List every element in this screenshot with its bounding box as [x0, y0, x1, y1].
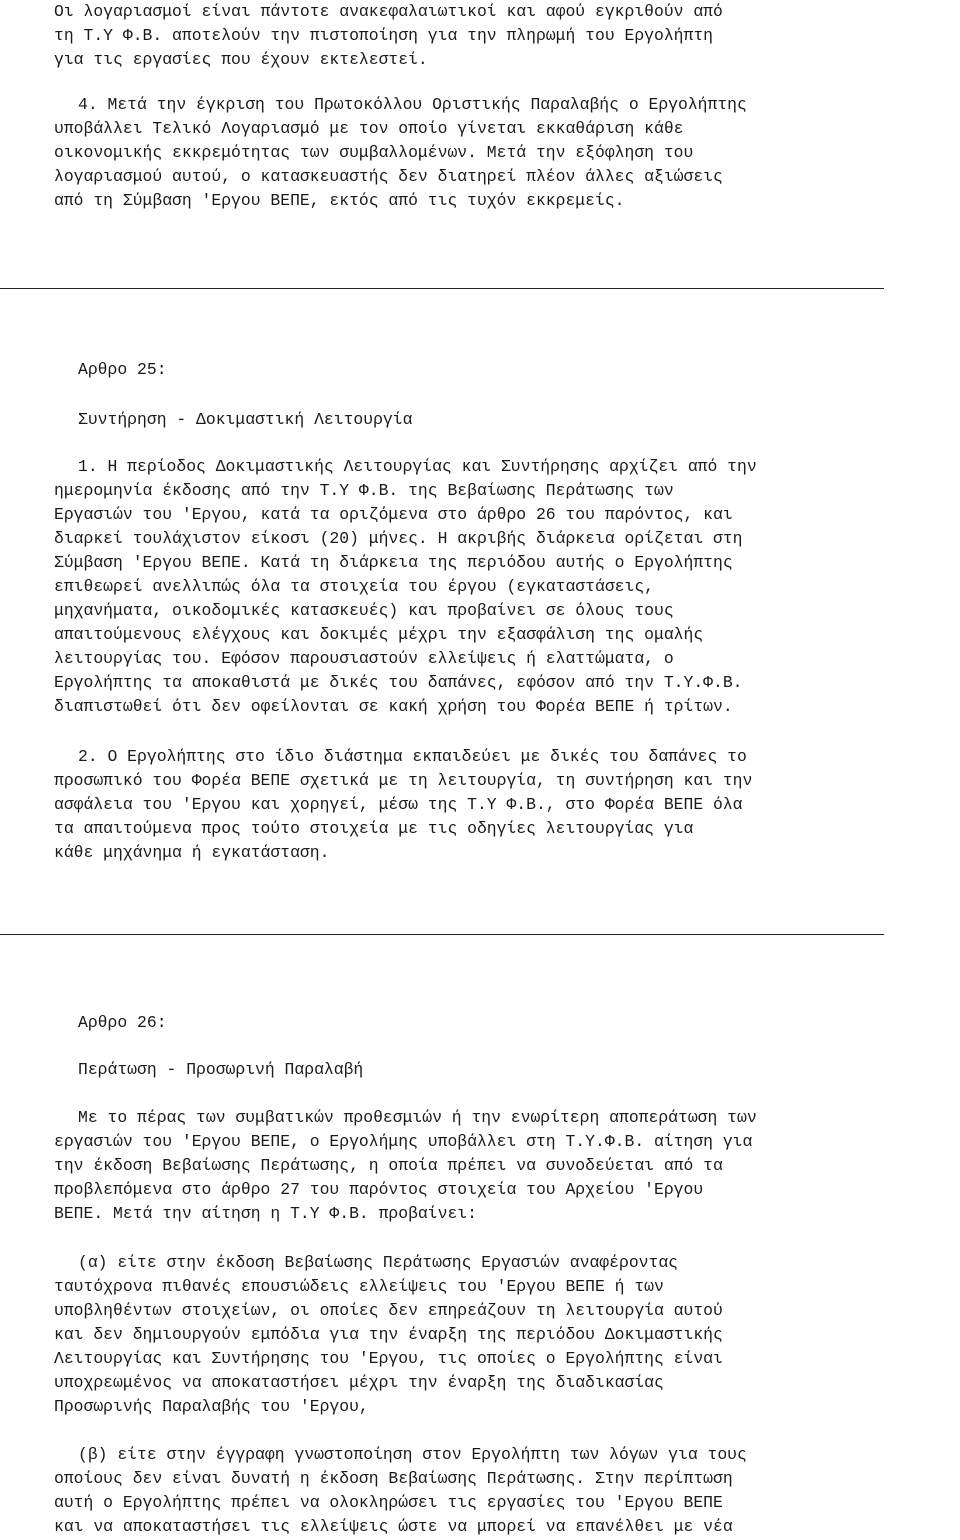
- article-25-heading: [78, 358, 960, 382]
- text-line: αυτή ο Εργολήπτης πρέπει να ολοκληρώσει τις εργασίες του 'Εργου ΒΕΠΕ: [54, 1493, 723, 1512]
- text-line: (α) είτε στην έκδοση Βεβαίωσης Περάτωσης Εργασιών αναφέροντας: [78, 1253, 678, 1272]
- text-line: διαρκεί τουλάχιστον είκοσι (20) μήνες. Η ακριβής διάρκεια ορίζεται στη: [54, 529, 743, 548]
- text-line: Οι λογαριασμοί είναι πάντοτε ανακεφαλαιωτικοί και αφού εγκριθούν από: [54, 2, 723, 21]
- text-line: κάθε μηχάνημα ή εγκατάσταση.: [54, 843, 330, 862]
- text-line: ημερομηνία έκδοσης από την Τ.Υ Φ.Β. της Βεβαίωσης Περάτωσης των: [54, 481, 674, 500]
- text-line: επιθεωρεί ανελλιπώς όλα τα στοιχεία του έργου (εγκαταστάσεις,: [54, 577, 654, 596]
- article-25-paragraph-1: [54, 455, 944, 719]
- text-line: 4. Μετά την έγκριση του Πρωτοκόλλου Οριστικής Παραλαβής ο Εργολήπτης: [78, 95, 747, 114]
- article-26-option-a: [54, 1251, 944, 1419]
- text-line: λογαριασμού αυτού, ο κατασκευαστής δεν διατηρεί πλέον άλλες αξιώσεις: [54, 167, 723, 186]
- section-divider: [0, 288, 884, 289]
- article-26-intro: [54, 1106, 944, 1226]
- section-divider: [0, 934, 884, 935]
- text-line: τα απαιτούμενα προς τούτο στοιχεία με τις οδηγίες λειτουργίας για: [54, 819, 694, 838]
- text-line: οικονομικής εκκρεμότητας των συμβαλλομένων. Μετά την εξόφληση του: [54, 143, 694, 162]
- text-line: 2. Ο Εργολήπτης στο ίδιο διάστημα εκπαιδεύει με δικές του δαπάνες το: [78, 747, 747, 766]
- text-line: και να αποκαταστήσει τις ελλείψεις ώστε να μπορεί να επανέλθει με νέα: [54, 1517, 733, 1536]
- article-heading: Αρθρο 25:: [78, 360, 167, 379]
- text-line: και δεν δημιουργούν εμπόδια για την έναρξη της περιόδου Δοκιμαστικής: [54, 1325, 723, 1344]
- text-line: ταυτόχρονα πιθανές επουσιώδεις ελλείψεις του 'Εργου ΒΕΠΕ ή των: [54, 1277, 664, 1296]
- paragraph-4: [54, 93, 944, 213]
- text-line: τη Τ.Υ Φ.Β. αποτελούν την πιστοποίηση για την πληρωμή του Εργολήπτη: [54, 26, 714, 45]
- article-25-title: [78, 408, 960, 432]
- text-line: προσωπικό του Φορέα ΒΕΠΕ σχετικά με τη λειτουργία, τη συντήρηση και την: [54, 771, 753, 790]
- text-line: μηχανήματα, οικοδομικές κατασκευές) και προβαίνει σε όλους τους: [54, 601, 674, 620]
- text-line: υποχρεωμένος να αποκαταστήσει μέχρι την έναρξη της διαδικασίας: [54, 1373, 664, 1392]
- text-line: Με το πέρας των συμβατικών προθεσμιών ή την ενωρίτερη αποπεράτωση των: [78, 1108, 757, 1127]
- text-line: Εργασιών του 'Εργου, κατά τα οριζόμενα στο άρθρο 26 του παρόντος, και: [54, 505, 733, 524]
- text-line: ΒΕΠΕ. Μετά την αίτηση η Τ.Υ Φ.Β. προβαίνει:: [54, 1204, 477, 1223]
- text-line: Λειτουργίας και Συντήρησης του 'Εργου, τις οποίες ο Εργολήπτης είναι: [54, 1349, 723, 1368]
- text-line: οποίους δεν είναι δυνατή η έκδοση Βεβαίωσης Περάτωσης. Στην περίπτωση: [54, 1469, 733, 1488]
- text-line: εργασιών του 'Εργου ΒΕΠΕ, ο Εργολήμης υποβάλλει στη Τ.Υ.Φ.Β. αίτηση για: [54, 1132, 753, 1151]
- text-line: απαιτούμενους ελέγχους και δοκιμές μέχρι την εξασφάλιση της ομαλής: [54, 625, 704, 644]
- article-25-paragraph-2: [54, 745, 944, 865]
- text-line: λειτουργίας του. Εφόσον παρουσιαστούν ελλείψεις ή ελαττώματα, ο: [54, 649, 674, 668]
- article-26-heading: [78, 1011, 960, 1035]
- text-line: υποβάλλει Τελικό Λογαριασμό με τον οποίο γίνεται εκκαθάριση κάθε: [54, 119, 684, 138]
- text-line: διαπιστωθεί ότι δεν οφείλονται σε κακή χρήση του Φορέα ΒΕΠΕ ή τρίτων.: [54, 697, 733, 716]
- article-26-title: [78, 1058, 960, 1082]
- text-line: Προσωρινής Παραλαβής του 'Εργου,: [54, 1397, 369, 1416]
- intro-paragraph: [54, 0, 944, 72]
- text-line: Σύμβαση 'Εργου ΒΕΠΕ. Κατά τη διάρκεια της περιόδου αυτής ο Εργολήπτης: [54, 553, 733, 572]
- article-title: Περάτωση - Προσωρινή Παραλαβή: [78, 1060, 364, 1079]
- text-line: ασφάλεια του 'Εργου και χορηγεί, μέσω της Τ.Υ Φ.Β., στο Φορέα ΒΕΠΕ όλα: [54, 795, 743, 814]
- text-line: (β) είτε στην έγγραφη γνωστοποίηση στον Εργολήπτη των λόγων για τους: [78, 1445, 747, 1464]
- text-line: από τη Σύμβαση 'Εργου ΒΕΠΕ, εκτός από τις τυχόν εκκρεμείς.: [54, 191, 625, 210]
- text-line: υποβληθέντων στοιχείων, οι οποίες δεν επηρεάζουν τη λειτουργία αυτού: [54, 1301, 723, 1320]
- text-line: για τις εργασίες που έχουν εκτελεστεί.: [54, 50, 428, 69]
- text-line: Εργολήπτης τα αποκαθιστά με δικές του δαπάνες, εφόσον από την Τ.Υ.Φ.Β.: [54, 673, 743, 692]
- article-26-option-b: [54, 1443, 944, 1539]
- text-line: 1. Η περίοδος Δοκιμαστικής Λειτουργίας και Συντήρησης αρχίζει από την: [78, 457, 757, 476]
- text-line: την έκδοση Βεβαίωσης Περάτωσης, η οποία πρέπει να συνοδεύεται από τα: [54, 1156, 723, 1175]
- text-line: προβλεπόμενα στο άρθρο 27 του παρόντος στοιχεία του Αρχείου 'Εργου: [54, 1180, 704, 1199]
- article-heading: Αρθρο 26:: [78, 1013, 167, 1032]
- article-title: Συντήρηση - Δοκιμαστική Λειτουργία: [78, 410, 413, 429]
